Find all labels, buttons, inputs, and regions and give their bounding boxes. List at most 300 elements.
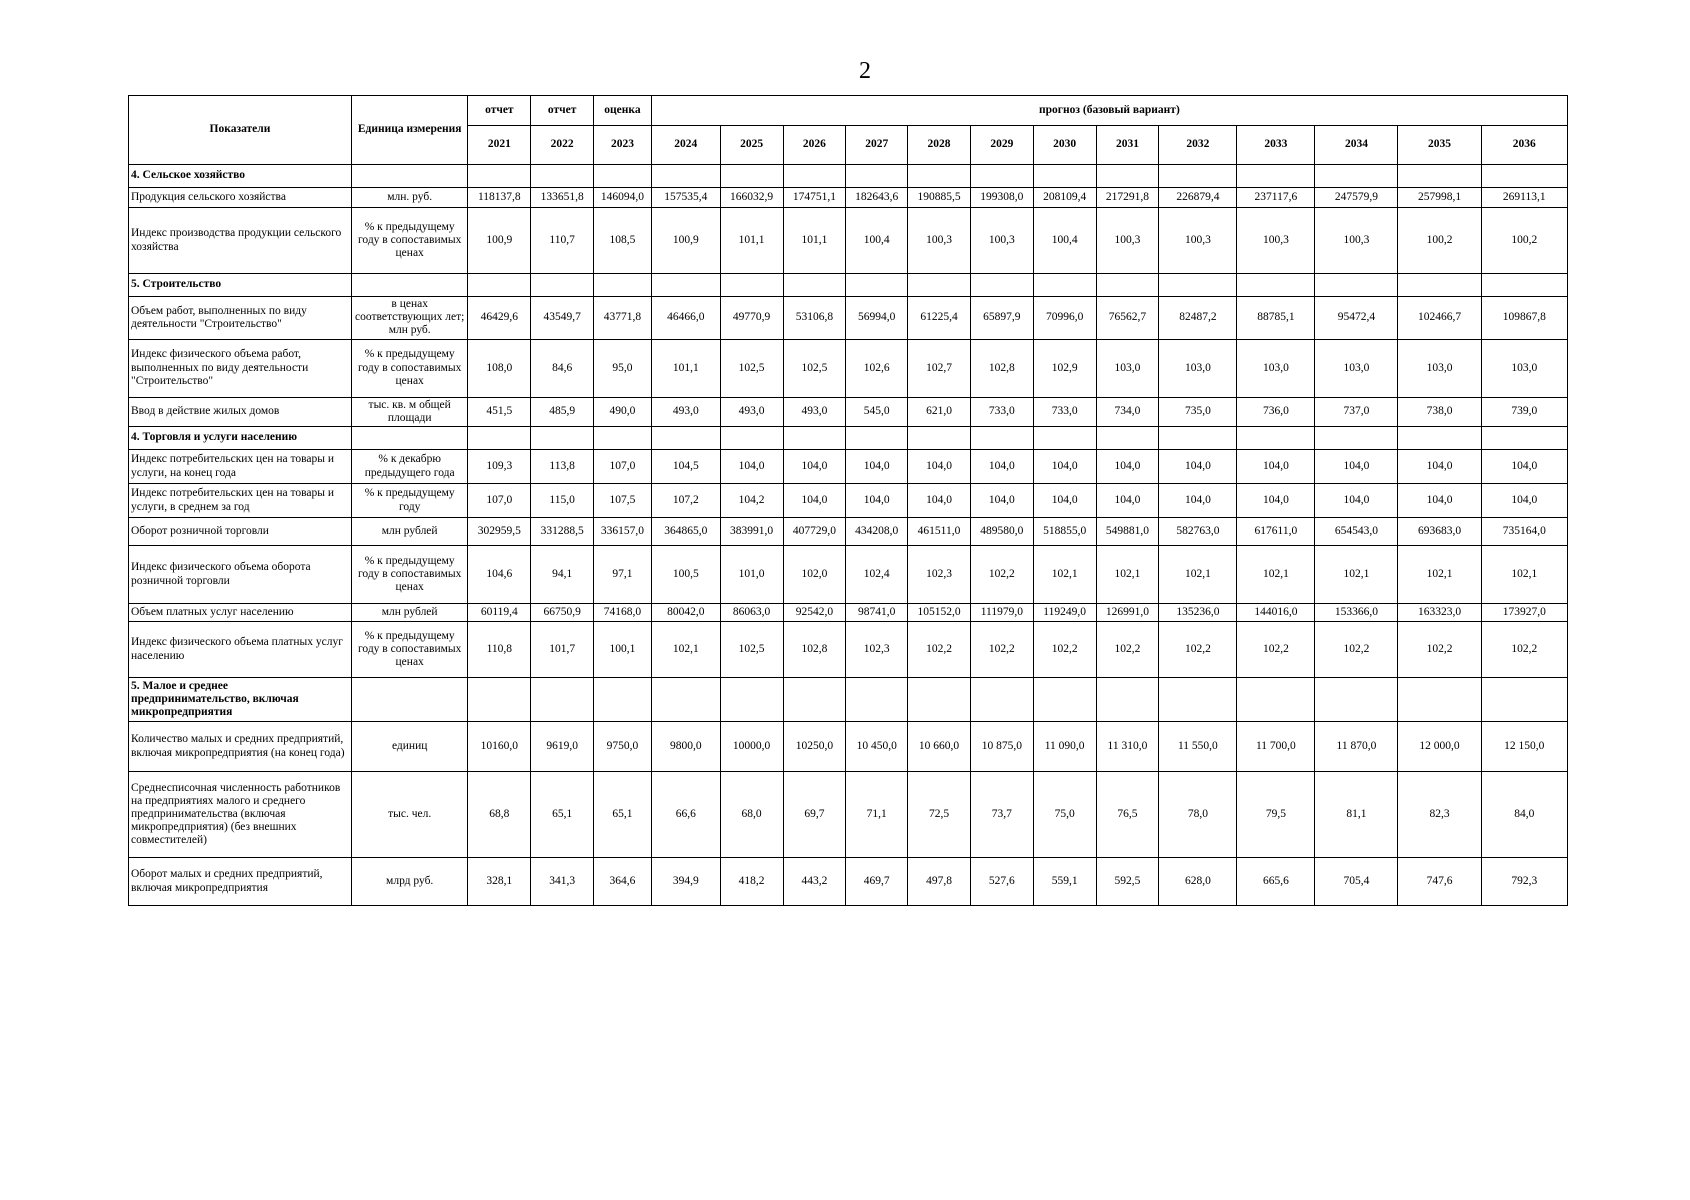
value-cell: 364865,0 <box>651 518 720 546</box>
indicator-name: Продукция сельского хозяйства <box>129 188 352 208</box>
value-cell: 418,2 <box>720 858 783 906</box>
indicator-name: Объем работ, выполненных по виду деятельности "Строительство" <box>129 297 352 340</box>
year-header: 2036 <box>1481 126 1567 165</box>
table-row <box>129 484 1568 518</box>
value-cell: 736,0 <box>1237 397 1315 426</box>
value-cell: 76562,7 <box>1096 297 1159 340</box>
value-cell: 792,3 <box>1481 858 1567 906</box>
empty-cell <box>720 274 783 297</box>
value-cell: 693683,0 <box>1398 518 1481 546</box>
value-cell: 217291,8 <box>1096 188 1159 208</box>
value-cell: 582763,0 <box>1159 518 1237 546</box>
empty-cell <box>468 427 531 450</box>
value-cell: 559,1 <box>1033 858 1096 906</box>
value-cell: 451,5 <box>468 397 531 426</box>
value-cell: 60119,4 <box>468 604 531 622</box>
empty-cell <box>1237 678 1315 722</box>
year-header: 2026 <box>783 126 846 165</box>
empty-cell <box>1398 678 1481 722</box>
value-cell: 257998,1 <box>1398 188 1481 208</box>
value-cell: 104,0 <box>846 484 908 518</box>
value-cell: 9750,0 <box>594 722 652 772</box>
empty-cell <box>1159 427 1237 450</box>
value-cell: 103,0 <box>1315 339 1398 397</box>
section-title: 4. Сельское хозяйство <box>129 165 352 188</box>
section-title: 5. Малое и среднее предпринимательство, включая микропредприятия <box>129 678 352 722</box>
empty-cell <box>351 274 468 297</box>
empty-cell <box>1398 274 1481 297</box>
indicator-name: Оборот розничной торговли <box>129 518 352 546</box>
value-cell: 80042,0 <box>651 604 720 622</box>
indicator-name: Индекс потребительских цен на товары и услуги, в среднем за год <box>129 484 352 518</box>
section-row <box>129 274 1568 297</box>
value-cell: 208109,4 <box>1033 188 1096 208</box>
value-cell: 100,3 <box>1315 208 1398 274</box>
value-cell: 92542,0 <box>783 604 846 622</box>
value-cell: 103,0 <box>1398 339 1481 397</box>
table-row <box>129 339 1568 397</box>
year-header: 2023 <box>594 126 652 165</box>
empty-cell <box>1315 678 1398 722</box>
value-cell: 75,0 <box>1033 772 1096 858</box>
value-cell: 102,4 <box>846 546 908 604</box>
value-cell: 102,0 <box>783 546 846 604</box>
value-cell: 100,4 <box>1033 208 1096 274</box>
page-number: 2 <box>859 58 871 84</box>
value-cell: 166032,9 <box>720 188 783 208</box>
value-cell: 108,0 <box>468 339 531 397</box>
empty-cell <box>1315 274 1398 297</box>
unit-cell: тыс. чел. <box>351 772 468 858</box>
indicator-name: Индекс физического объема работ, выполненных по виду деятельности "Строительство" <box>129 339 352 397</box>
value-cell: 407729,0 <box>783 518 846 546</box>
value-cell: 489580,0 <box>970 518 1033 546</box>
table-row <box>129 450 1568 484</box>
value-cell: 485,9 <box>531 397 594 426</box>
value-cell: 383991,0 <box>720 518 783 546</box>
value-cell: 10250,0 <box>783 722 846 772</box>
value-cell: 104,0 <box>720 450 783 484</box>
table-row <box>129 858 1568 906</box>
value-cell: 237117,6 <box>1237 188 1315 208</box>
value-cell: 88785,1 <box>1237 297 1315 340</box>
value-cell: 74168,0 <box>594 604 652 622</box>
section-row <box>129 678 1568 722</box>
table-body <box>129 165 1568 906</box>
value-cell: 102,1 <box>1159 546 1237 604</box>
value-cell: 107,0 <box>468 484 531 518</box>
value-cell: 68,8 <box>468 772 531 858</box>
table-row <box>129 772 1568 858</box>
empty-cell <box>651 274 720 297</box>
value-cell: 146094,0 <box>594 188 652 208</box>
value-cell: 518855,0 <box>1033 518 1096 546</box>
value-cell: 734,0 <box>1096 397 1159 426</box>
value-cell: 102,2 <box>1033 622 1096 678</box>
value-cell: 336157,0 <box>594 518 652 546</box>
empty-cell <box>846 165 908 188</box>
empty-cell <box>651 678 720 722</box>
value-cell: 102,2 <box>1481 622 1567 678</box>
value-cell: 621,0 <box>908 397 971 426</box>
value-cell: 78,0 <box>1159 772 1237 858</box>
value-cell: 545,0 <box>846 397 908 426</box>
value-cell: 101,0 <box>720 546 783 604</box>
value-cell: 103,0 <box>1481 339 1567 397</box>
value-cell: 102,5 <box>720 339 783 397</box>
value-cell: 56994,0 <box>846 297 908 340</box>
value-cell: 104,6 <box>468 546 531 604</box>
unit-cell: % к предыдущему году в сопоставимых ценах <box>351 339 468 397</box>
value-cell: 10160,0 <box>468 722 531 772</box>
value-cell: 118137,8 <box>468 188 531 208</box>
value-cell: 102,1 <box>1398 546 1481 604</box>
value-cell: 100,3 <box>1159 208 1237 274</box>
unit-cell: млн рублей <box>351 604 468 622</box>
header-report-2022: отчет <box>531 96 594 126</box>
value-cell: 302959,5 <box>468 518 531 546</box>
value-cell: 101,1 <box>651 339 720 397</box>
value-cell: 157535,4 <box>651 188 720 208</box>
empty-cell <box>720 165 783 188</box>
value-cell: 79,5 <box>1237 772 1315 858</box>
value-cell: 493,0 <box>651 397 720 426</box>
value-cell: 102,1 <box>651 622 720 678</box>
empty-cell <box>783 427 846 450</box>
section-row <box>129 165 1568 188</box>
value-cell: 733,0 <box>1033 397 1096 426</box>
value-cell: 104,0 <box>1096 450 1159 484</box>
value-cell: 102,2 <box>1159 622 1237 678</box>
unit-cell: млн рублей <box>351 518 468 546</box>
year-header: 2035 <box>1398 126 1481 165</box>
value-cell: 11 870,0 <box>1315 722 1398 772</box>
value-cell: 738,0 <box>1398 397 1481 426</box>
section-title: 4. Торговля и услуги населению <box>129 427 352 450</box>
empty-cell <box>594 678 652 722</box>
empty-cell <box>1159 165 1237 188</box>
empty-cell <box>846 274 908 297</box>
unit-cell: % к предыдущему году в сопоставимых ценах <box>351 546 468 604</box>
table-row <box>129 622 1568 678</box>
value-cell: 331288,5 <box>531 518 594 546</box>
value-cell: 102,2 <box>1315 622 1398 678</box>
table-row <box>129 397 1568 426</box>
empty-cell <box>970 274 1033 297</box>
empty-cell <box>908 274 971 297</box>
value-cell: 269113,1 <box>1481 188 1567 208</box>
value-cell: 628,0 <box>1159 858 1237 906</box>
value-cell: 102,2 <box>908 622 971 678</box>
value-cell: 70996,0 <box>1033 297 1096 340</box>
value-cell: 163323,0 <box>1398 604 1481 622</box>
value-cell: 104,0 <box>783 450 846 484</box>
empty-cell <box>531 678 594 722</box>
value-cell: 108,5 <box>594 208 652 274</box>
value-cell: 443,2 <box>783 858 846 906</box>
value-cell: 11 310,0 <box>1096 722 1159 772</box>
unit-cell: тыс. кв. м общей площади <box>351 397 468 426</box>
value-cell: 654543,0 <box>1315 518 1398 546</box>
value-cell: 107,2 <box>651 484 720 518</box>
year-header: 2027 <box>846 126 908 165</box>
empty-cell <box>531 427 594 450</box>
value-cell: 66750,9 <box>531 604 594 622</box>
value-cell: 65,1 <box>531 772 594 858</box>
table-row <box>129 208 1568 274</box>
year-header: 2024 <box>651 126 720 165</box>
value-cell: 144016,0 <box>1237 604 1315 622</box>
empty-cell <box>1237 274 1315 297</box>
indicator-name: Оборот малых и средних предприятий, включая микропредприятия <box>129 858 352 906</box>
value-cell: 12 000,0 <box>1398 722 1481 772</box>
empty-cell <box>351 678 468 722</box>
empty-cell <box>351 427 468 450</box>
indicator-name: Количество малых и средних предприятий, включая микропредприятия (на конец года) <box>129 722 352 772</box>
value-cell: 100,9 <box>651 208 720 274</box>
header-indicator: Показатели <box>129 96 352 165</box>
value-cell: 102,1 <box>1096 546 1159 604</box>
empty-cell <box>651 427 720 450</box>
empty-cell <box>1159 274 1237 297</box>
value-cell: 65,1 <box>594 772 652 858</box>
value-cell: 10000,0 <box>720 722 783 772</box>
table-row <box>129 722 1568 772</box>
value-cell: 434208,0 <box>846 518 908 546</box>
empty-cell <box>1237 165 1315 188</box>
section-row <box>129 427 1568 450</box>
header-report-2021: отчет <box>468 96 531 126</box>
empty-cell <box>1481 165 1567 188</box>
value-cell: 364,6 <box>594 858 652 906</box>
value-cell: 102,1 <box>1033 546 1096 604</box>
value-cell: 105152,0 <box>908 604 971 622</box>
empty-cell <box>908 678 971 722</box>
forecast-table <box>128 95 1568 906</box>
unit-cell: млрд руб. <box>351 858 468 906</box>
unit-cell: % к предыдущему году <box>351 484 468 518</box>
empty-cell <box>468 165 531 188</box>
value-cell: 104,0 <box>783 484 846 518</box>
year-header: 2029 <box>970 126 1033 165</box>
value-cell: 102,1 <box>1481 546 1567 604</box>
value-cell: 104,0 <box>970 484 1033 518</box>
value-cell: 68,0 <box>720 772 783 858</box>
value-cell: 10 450,0 <box>846 722 908 772</box>
value-cell: 104,0 <box>1237 450 1315 484</box>
table-row <box>129 546 1568 604</box>
empty-cell <box>1096 427 1159 450</box>
value-cell: 328,1 <box>468 858 531 906</box>
value-cell: 71,1 <box>846 772 908 858</box>
value-cell: 199308,0 <box>970 188 1033 208</box>
empty-cell <box>908 165 971 188</box>
value-cell: 10 875,0 <box>970 722 1033 772</box>
value-cell: 102,2 <box>1237 622 1315 678</box>
value-cell: 100,5 <box>651 546 720 604</box>
value-cell: 102,5 <box>783 339 846 397</box>
value-cell: 617611,0 <box>1237 518 1315 546</box>
value-cell: 100,3 <box>970 208 1033 274</box>
value-cell: 95472,4 <box>1315 297 1398 340</box>
value-cell: 104,0 <box>846 450 908 484</box>
empty-cell <box>531 274 594 297</box>
value-cell: 103,0 <box>1096 339 1159 397</box>
empty-cell <box>908 427 971 450</box>
empty-cell <box>1315 165 1398 188</box>
value-cell: 493,0 <box>720 397 783 426</box>
indicator-name: Индекс потребительских цен на товары и услуги, на конец года <box>129 450 352 484</box>
value-cell: 493,0 <box>783 397 846 426</box>
value-cell: 104,0 <box>1159 484 1237 518</box>
value-cell: 182643,6 <box>846 188 908 208</box>
table-row <box>129 188 1568 208</box>
empty-cell <box>1481 427 1567 450</box>
value-cell: 73,7 <box>970 772 1033 858</box>
value-cell: 102,2 <box>1398 622 1481 678</box>
value-cell: 102,8 <box>970 339 1033 397</box>
value-cell: 100,4 <box>846 208 908 274</box>
value-cell: 100,3 <box>1096 208 1159 274</box>
value-cell: 81,1 <box>1315 772 1398 858</box>
value-cell: 102,9 <box>1033 339 1096 397</box>
empty-cell <box>594 427 652 450</box>
unit-cell: млн. руб. <box>351 188 468 208</box>
value-cell: 747,6 <box>1398 858 1481 906</box>
value-cell: 153366,0 <box>1315 604 1398 622</box>
header-forecast: прогноз (базовый вариант) <box>651 96 1567 126</box>
value-cell: 104,0 <box>1237 484 1315 518</box>
value-cell: 115,0 <box>531 484 594 518</box>
value-cell: 103,0 <box>1237 339 1315 397</box>
value-cell: 103,0 <box>1159 339 1237 397</box>
empty-cell <box>783 678 846 722</box>
value-cell: 100,3 <box>1237 208 1315 274</box>
value-cell: 733,0 <box>970 397 1033 426</box>
value-cell: 104,0 <box>1481 450 1567 484</box>
value-cell: 102,8 <box>783 622 846 678</box>
empty-cell <box>1315 427 1398 450</box>
value-cell: 61225,4 <box>908 297 971 340</box>
indicator-name: Индекс физического объема оборота розничной торговли <box>129 546 352 604</box>
value-cell: 226879,4 <box>1159 188 1237 208</box>
unit-cell: в ценах соответствующих лет; млн руб. <box>351 297 468 340</box>
value-cell: 247579,9 <box>1315 188 1398 208</box>
indicator-name: Ввод в действие жилых домов <box>129 397 352 426</box>
year-header: 2028 <box>908 126 971 165</box>
value-cell: 549881,0 <box>1096 518 1159 546</box>
section-title: 5. Строительство <box>129 274 352 297</box>
value-cell: 43549,7 <box>531 297 594 340</box>
value-cell: 104,2 <box>720 484 783 518</box>
empty-cell <box>651 165 720 188</box>
value-cell: 102466,7 <box>1398 297 1481 340</box>
empty-cell <box>1481 274 1567 297</box>
value-cell: 65897,9 <box>970 297 1033 340</box>
empty-cell <box>468 274 531 297</box>
value-cell: 11 550,0 <box>1159 722 1237 772</box>
value-cell: 84,6 <box>531 339 594 397</box>
value-cell: 53106,8 <box>783 297 846 340</box>
year-header: 2032 <box>1159 126 1237 165</box>
header-estimate-2023: оценка <box>594 96 652 126</box>
value-cell: 104,0 <box>1096 484 1159 518</box>
table-row <box>129 518 1568 546</box>
year-header: 2022 <box>531 126 594 165</box>
value-cell: 592,5 <box>1096 858 1159 906</box>
empty-cell <box>1096 165 1159 188</box>
value-cell: 527,6 <box>970 858 1033 906</box>
empty-cell <box>970 165 1033 188</box>
value-cell: 113,8 <box>531 450 594 484</box>
value-cell: 104,0 <box>908 450 971 484</box>
value-cell: 104,0 <box>1033 484 1096 518</box>
indicator-name: Индекс производства продукции сельского хозяйства <box>129 208 352 274</box>
unit-cell: % к предыдущему году в сопоставимых ценах <box>351 208 468 274</box>
value-cell: 100,3 <box>908 208 971 274</box>
value-cell: 104,0 <box>970 450 1033 484</box>
empty-cell <box>594 165 652 188</box>
value-cell: 9800,0 <box>651 722 720 772</box>
empty-cell <box>783 165 846 188</box>
empty-cell <box>1033 165 1096 188</box>
unit-cell: единиц <box>351 722 468 772</box>
value-cell: 133651,8 <box>531 188 594 208</box>
value-cell: 102,2 <box>970 546 1033 604</box>
empty-cell <box>720 427 783 450</box>
value-cell: 109867,8 <box>1481 297 1567 340</box>
value-cell: 86063,0 <box>720 604 783 622</box>
value-cell: 100,2 <box>1481 208 1567 274</box>
value-cell: 104,0 <box>908 484 971 518</box>
empty-cell <box>1033 678 1096 722</box>
value-cell: 11 090,0 <box>1033 722 1096 772</box>
value-cell: 102,7 <box>908 339 971 397</box>
unit-cell: % к предыдущему году в сопоставимых ценах <box>351 622 468 678</box>
value-cell: 461511,0 <box>908 518 971 546</box>
value-cell: 104,0 <box>1315 450 1398 484</box>
year-header: 2025 <box>720 126 783 165</box>
value-cell: 97,1 <box>594 546 652 604</box>
year-header: 2021 <box>468 126 531 165</box>
unit-cell: % к декабрю предыдущего года <box>351 450 468 484</box>
value-cell: 49770,9 <box>720 297 783 340</box>
year-header: 2031 <box>1096 126 1159 165</box>
value-cell: 665,6 <box>1237 858 1315 906</box>
value-cell: 739,0 <box>1481 397 1567 426</box>
value-cell: 82487,2 <box>1159 297 1237 340</box>
value-cell: 737,0 <box>1315 397 1398 426</box>
empty-cell <box>1096 678 1159 722</box>
value-cell: 101,1 <box>720 208 783 274</box>
value-cell: 76,5 <box>1096 772 1159 858</box>
value-cell: 119249,0 <box>1033 604 1096 622</box>
year-header: 2034 <box>1315 126 1398 165</box>
empty-cell <box>594 274 652 297</box>
empty-cell <box>1033 427 1096 450</box>
empty-cell <box>468 678 531 722</box>
value-cell: 10 660,0 <box>908 722 971 772</box>
header-unit: Единица измерения <box>351 96 468 165</box>
value-cell: 102,3 <box>908 546 971 604</box>
value-cell: 110,7 <box>531 208 594 274</box>
value-cell: 98741,0 <box>846 604 908 622</box>
value-cell: 11 700,0 <box>1237 722 1315 772</box>
value-cell: 100,9 <box>468 208 531 274</box>
value-cell: 705,4 <box>1315 858 1398 906</box>
empty-cell <box>846 678 908 722</box>
empty-cell <box>1398 427 1481 450</box>
